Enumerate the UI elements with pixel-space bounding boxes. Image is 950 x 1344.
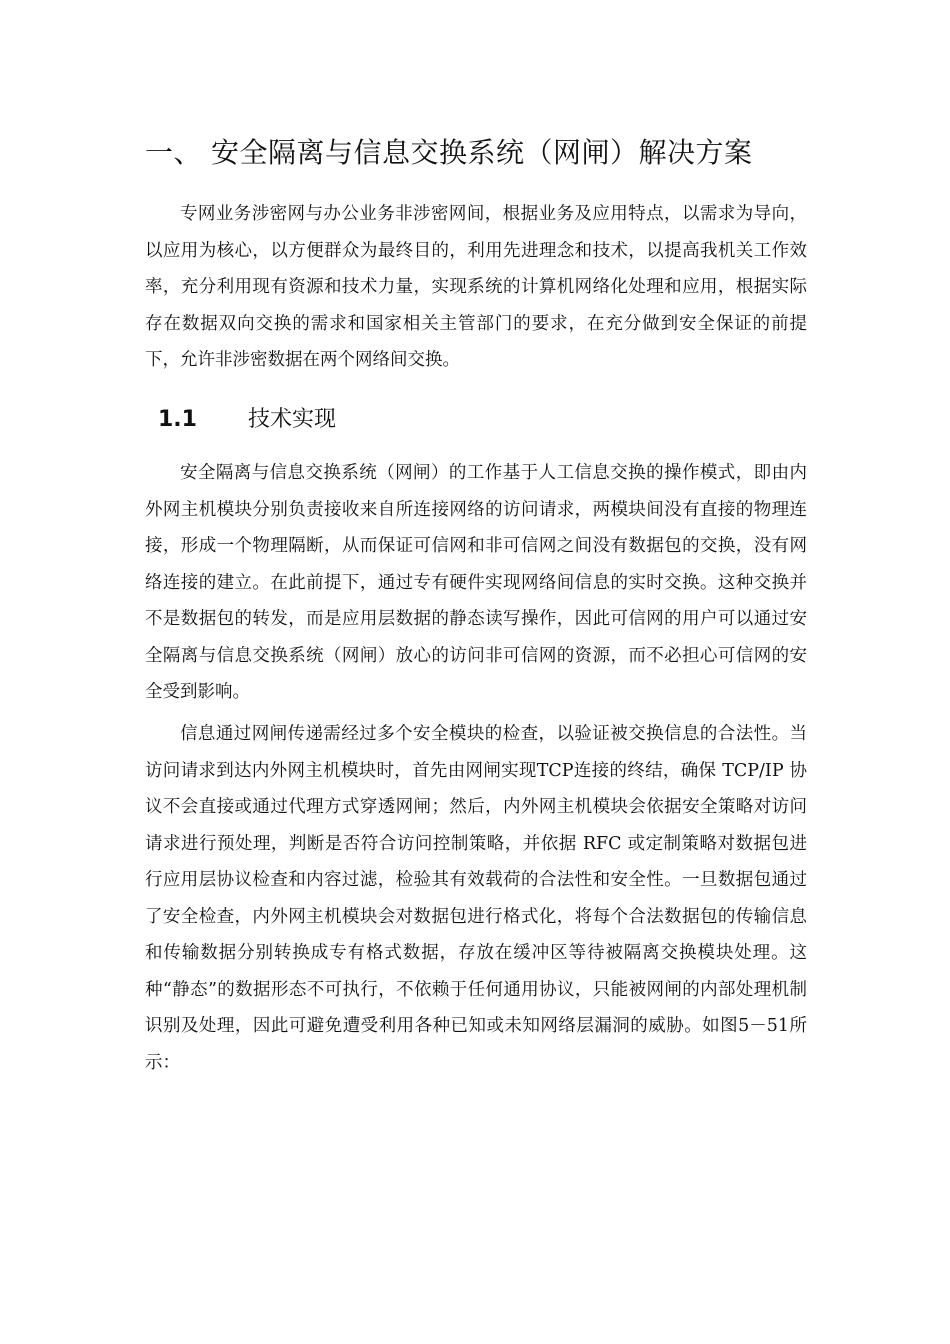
section-heading: [158, 398, 818, 442]
chapter-heading: [145, 128, 825, 178]
section-title: 技术实现: [248, 407, 337, 432]
intro-paragraph: 专网业务涉密网与办公业务非涉密网间，根据业务及应用特点，以需求为导向，以应用为核心，以方便群众为最终目的，利用先进理念和技术，以提高我机关工作效率，充分利用现有资源和技术力量，实现系统的计算机网络化处理和应用，根据实际存在数据双向交换的需求和国家相关主管部门的要求，在充分做到安全保证的前提下，允许非涉密数据在两个网络间交换。: [145, 204, 807, 370]
chapter-title: 安全隔离与信息交换系统（网闸）解决方案: [211, 136, 753, 169]
chapter-number: 一、: [145, 136, 203, 169]
section-number: 1.1: [158, 407, 197, 432]
body-paragraph: 安全隔离与信息交换系统（网闸）的工作基于人工信息交换的操作模式，即由内外网主机模块分别负责接收来自所连接网络的访问请求，两模块间没有直接的物理连接，形成一个物理隔断，从而保证可信网和非可信网之间没有数据包的交换，没有网络连接的建立。在此前提下，通过专有硬件实现网络间信息的实时交换。这种交换并不是数据包的转发，而是应用层数据的静态读写操作，因此可信网的用户可以通过安全隔离与信息交换系统（网闸）放心的访问非可信网的资源，而不必担心可信网的安全受到影响。: [145, 463, 807, 702]
body-paragraph: 信息通过网闸传递需经过多个安全模块的检查，以验证被交换信息的合法性。当访问请求到达内外网主机模块时，首先由网闸实现TCP连接的终结，确保 TCP/IP 协议不会直接或通过代理方式穿透网闸；然后，内外网主机模块会依据安全策略对访问请求进行预处理，判断是否符合访问控制策略，并依据 RFC 或定制策略对数据包进行应用层协议检查和内容过滤，检验其有效载荷的合法性和安全性。一旦数据包通过了安全检查，内外网主机模块会对数据包进行格式化，将每个合法数据包的传输信息和传输数据分别转换成专有格式数据，存放在缓冲区等待被隔离交换模块处理。这种“静态”的数据形态不可执行，不依赖于任何通用协议，只能被网闸的内部处理机制识别及处理，因此可避免遭受利用各种已知或未知网络层漏洞的威胁。如图5－51所示：: [145, 724, 807, 1073]
